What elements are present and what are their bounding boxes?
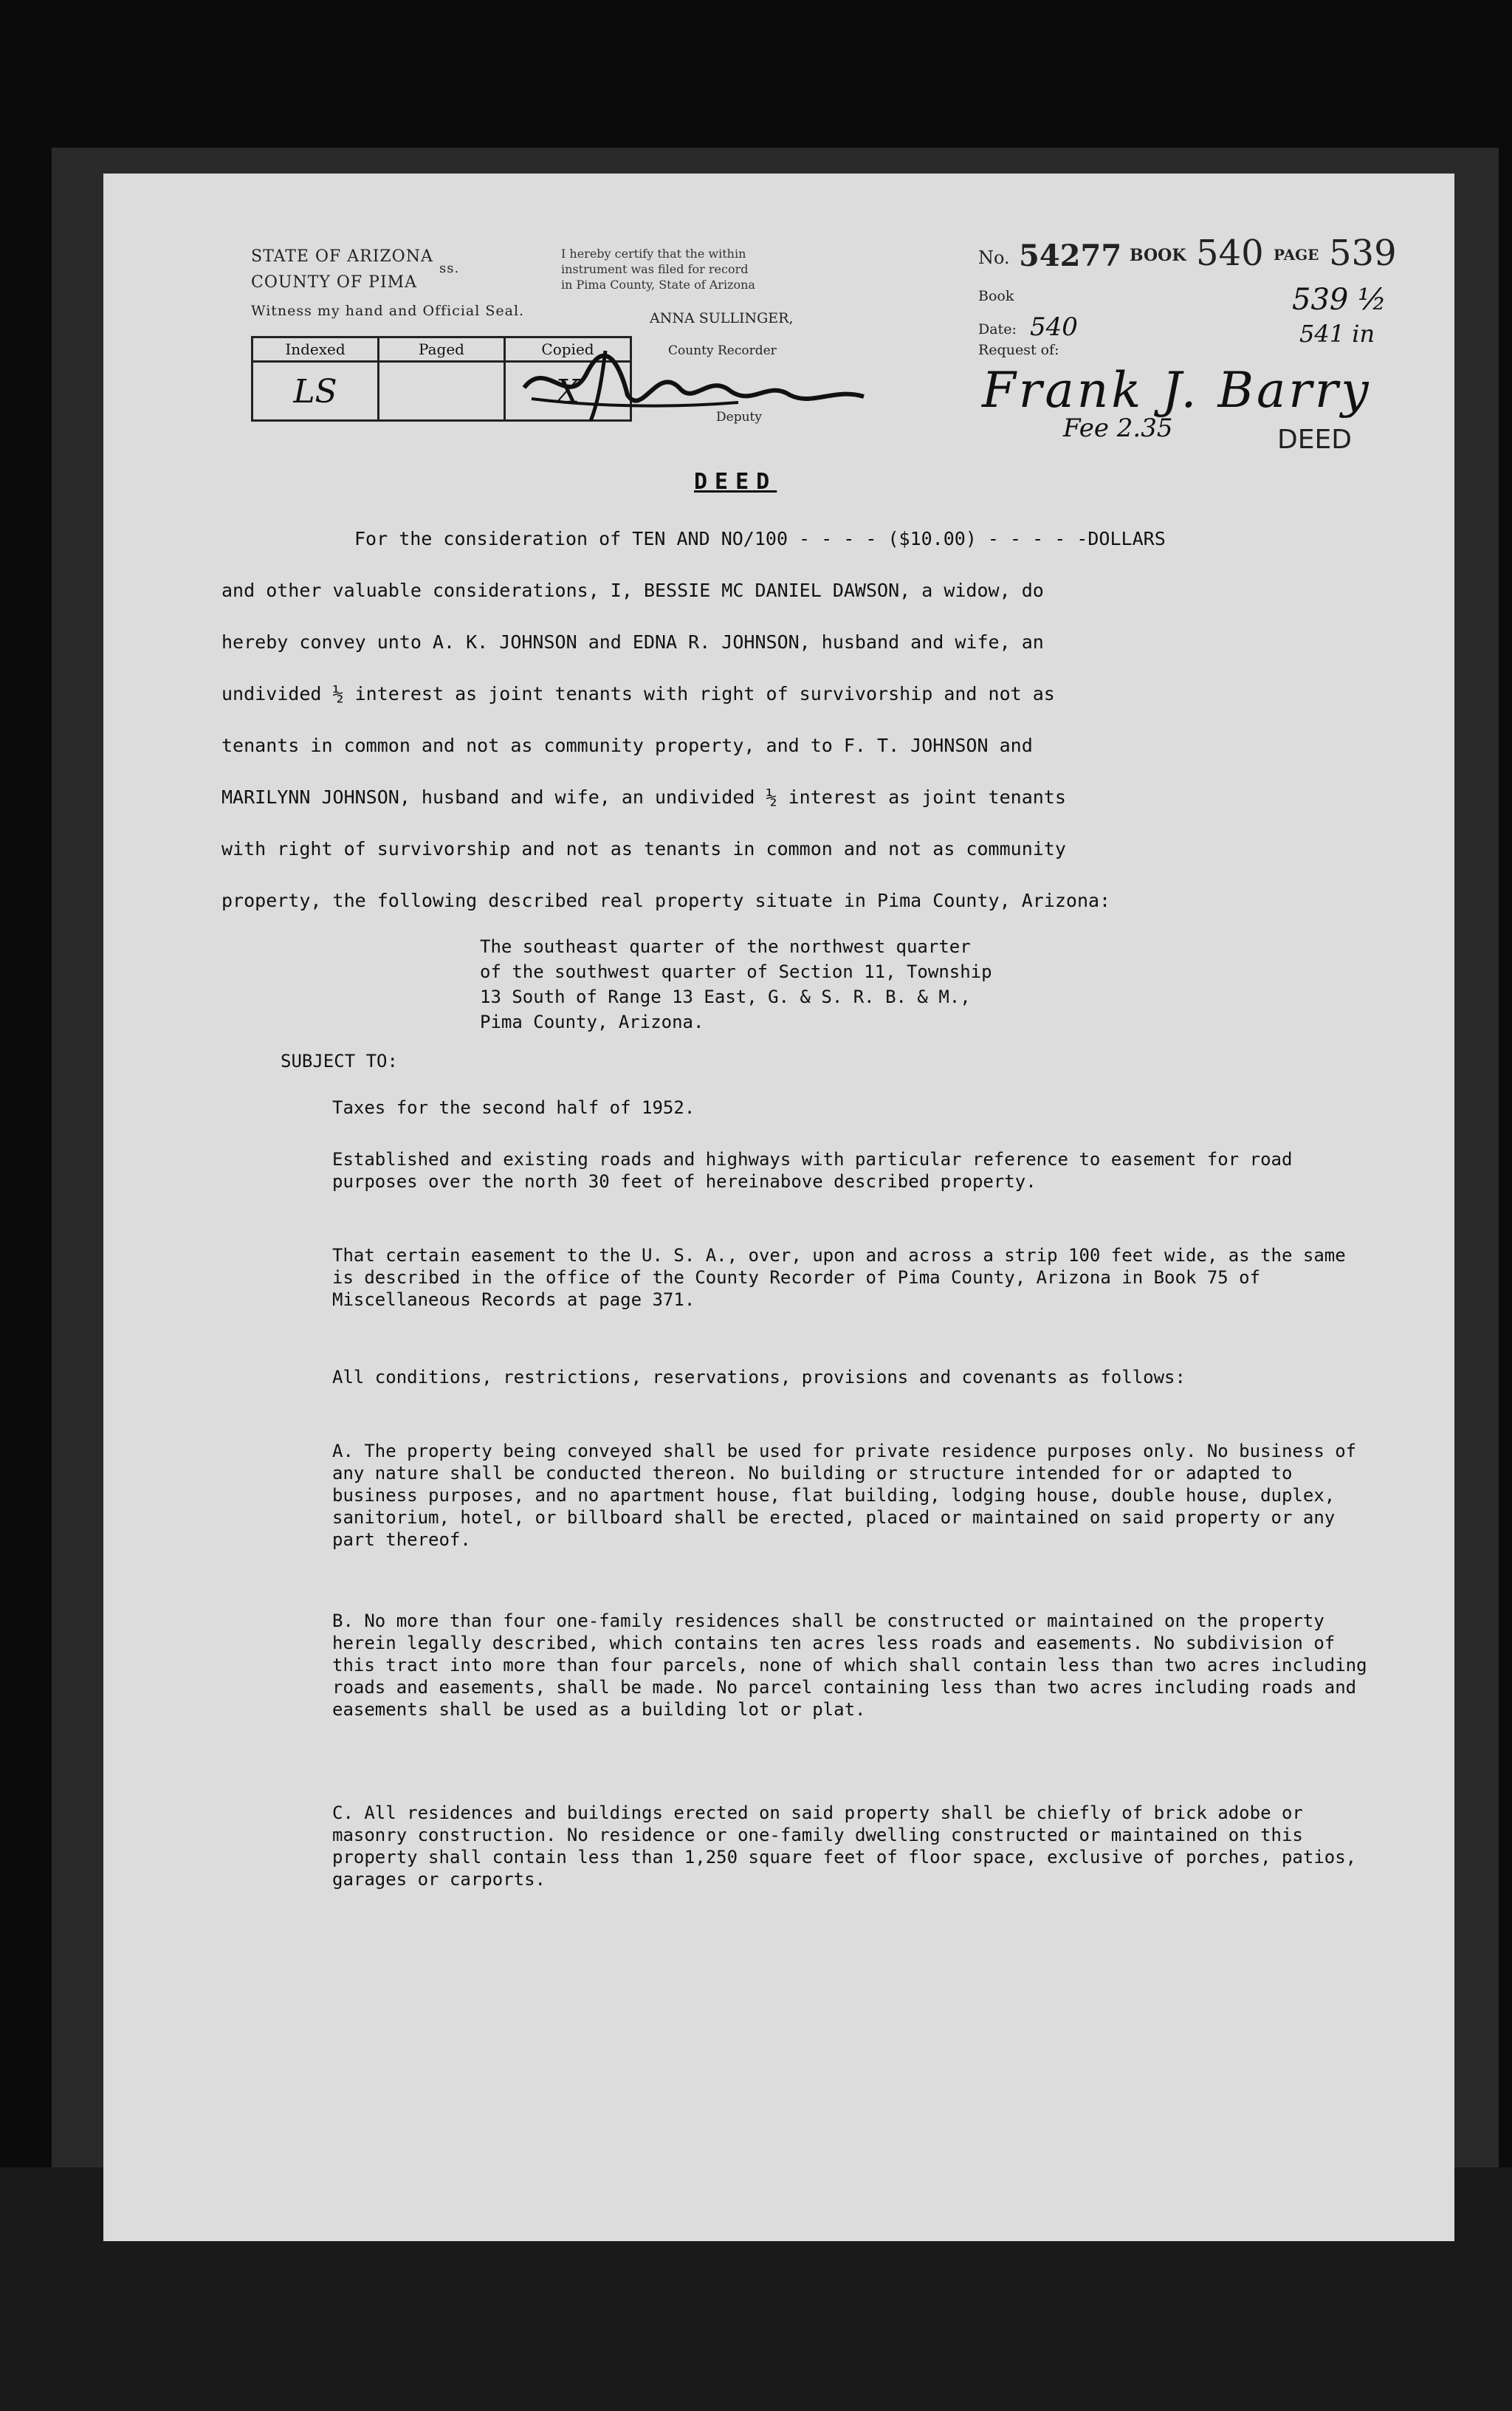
record-fee: Fee 2.35 — [1063, 414, 1173, 443]
deed-line: MARILYNN JOHNSON, husband and wife, an undivided ½ interest as joint tenants — [221, 786, 1066, 808]
legal-line: The southeast quarter of the northwest quarter — [480, 936, 971, 957]
requester-name: Frank J. Barry — [982, 362, 1372, 419]
record-book-value: 540 — [1196, 233, 1264, 274]
deed-paragraph: All conditions, restrictions, reservations, provisions and covenants as follows: — [332, 1367, 1186, 1388]
deed-line: and other valuable considerations, I, BESSIE MC DANIEL DAWSON, a widow, do — [221, 580, 1044, 601]
deed-paragraph: C. All residences and buildings erected on said property shall be chiefly of brick adobe or masonry construction. No residence or one-family dwelling constructed or maintained on this property shall contain less than 1,250 square feet of floor space, exclusive of porches, patios, garages or carports. — [332, 1803, 1357, 1890]
deed-line: undivided ½ interest as joint tenants with right of survivorship and not as — [221, 683, 1055, 704]
subject-to-heading: SUBJECT TO: — [281, 1051, 398, 1071]
record-book-label: BOOK — [1130, 246, 1186, 265]
deed-paragraph: A. The property being conveyed shall be used for private residence purposes only. No business of any nature shall be conducted thereon. No building or structure intended for or adapted to business purposes, and no apartment house, flat building, lodging house, double house, duplex, sanitorium, hotel, or billboard shall be erected, placed or maintained on said property or any part thereof. — [332, 1441, 1357, 1550]
handwritten-pages: 539 ½ — [1292, 283, 1386, 317]
legal-line: Pima County, Arizona. — [480, 1012, 704, 1032]
stamp-county: COUNTY OF PIMA — [251, 273, 418, 292]
index-value: LS — [293, 373, 337, 411]
deed-paragraph: Established and existing roads and highways with particular reference to easement for road purposes over the north 30 feet of hereinabove described property. — [332, 1149, 1293, 1192]
stamp-certify-2: instrument was filed for record — [561, 262, 749, 276]
stamp-recorder-title: County Recorder — [668, 343, 777, 358]
stamp-state: STATE OF ARIZONA — [251, 247, 433, 266]
deed-paragraph: B. No more than four one-family residences shall be constructed or maintained on the property herein legally described, which contains ten acres less roads and easements. No subdivision of this tract into more than four parcels, none of which shall contain less than two acres including roads and easements, shall be made. No parcel containing less than two acres including roads and easements shall be used as a building lot or plat. — [332, 1611, 1367, 1720]
index-header: Copied — [506, 338, 630, 363]
legal-line: 13 South of Range 13 East, G. & S. R. B. & M., — [480, 987, 971, 1007]
handwritten-pages-2: 541 in — [1299, 320, 1375, 348]
index-cell-indexed — [253, 338, 379, 419]
stamp-deputy: Deputy — [716, 410, 762, 425]
index-value — [379, 363, 504, 419]
index-header: Indexed — [253, 338, 377, 363]
stamp-certify-3: in Pima County, State of Arizona — [561, 278, 755, 292]
deed-line: For the consideration of TEN AND NO/100 - - - - ($10.00) - - - - -DOLLARS — [354, 528, 1166, 549]
document-type: DEED — [1277, 425, 1352, 455]
index-header: Paged — [379, 338, 504, 363]
deed-line: hereby convey unto A. K. JOHNSON and EDNA R. JOHNSON, husband and wife, an — [221, 631, 1044, 653]
deed-page — [103, 174, 1454, 2241]
deed-paragraph: Taxes for the second half of 1952. — [332, 1097, 695, 1118]
legal-description — [480, 934, 992, 1035]
deed-title: DEED — [694, 469, 777, 495]
stamp-recorder-name: ANNA SULLINGER, — [650, 310, 794, 326]
record-date-label: Date: — [978, 321, 1017, 337]
stamp-ss: ss. — [439, 261, 460, 276]
record-page-value: 539 — [1329, 233, 1397, 274]
index-cell-paged — [379, 338, 506, 419]
deed-paragraph: That certain easement to the U. S. A., over, upon and across a strip 100 feet wide, as the same is described in the office of the County Recorder of Pima County, Arizona in Book 75 of Miscellaneous Records at page 371. — [332, 1245, 1346, 1310]
deed-line: with right of survivorship and not as tenants in common and not as community — [221, 838, 1066, 860]
record-book-line: Book — [978, 288, 1014, 304]
record-page-label: PAGE — [1274, 246, 1319, 264]
record-date-value: 540 — [1030, 312, 1078, 342]
deed-line: tenants in common and not as community property, and to F. T. JOHNSON and — [221, 735, 1033, 756]
stamp-certify-1: I hereby certify that the within — [561, 247, 746, 261]
record-no-value: 54277 — [1019, 239, 1122, 273]
stamp-witness: Witness my hand and Official Seal. — [251, 303, 525, 319]
deputy-signature — [517, 343, 901, 425]
record-request-label: Request of: — [978, 342, 1059, 358]
record-no-label: No. — [978, 247, 1010, 268]
index-value: X — [556, 373, 580, 411]
deed-line: property, the following described real property situate in Pima County, Arizona: — [221, 890, 1111, 911]
legal-line: of the southwest quarter of Section 11, Township — [480, 961, 992, 982]
